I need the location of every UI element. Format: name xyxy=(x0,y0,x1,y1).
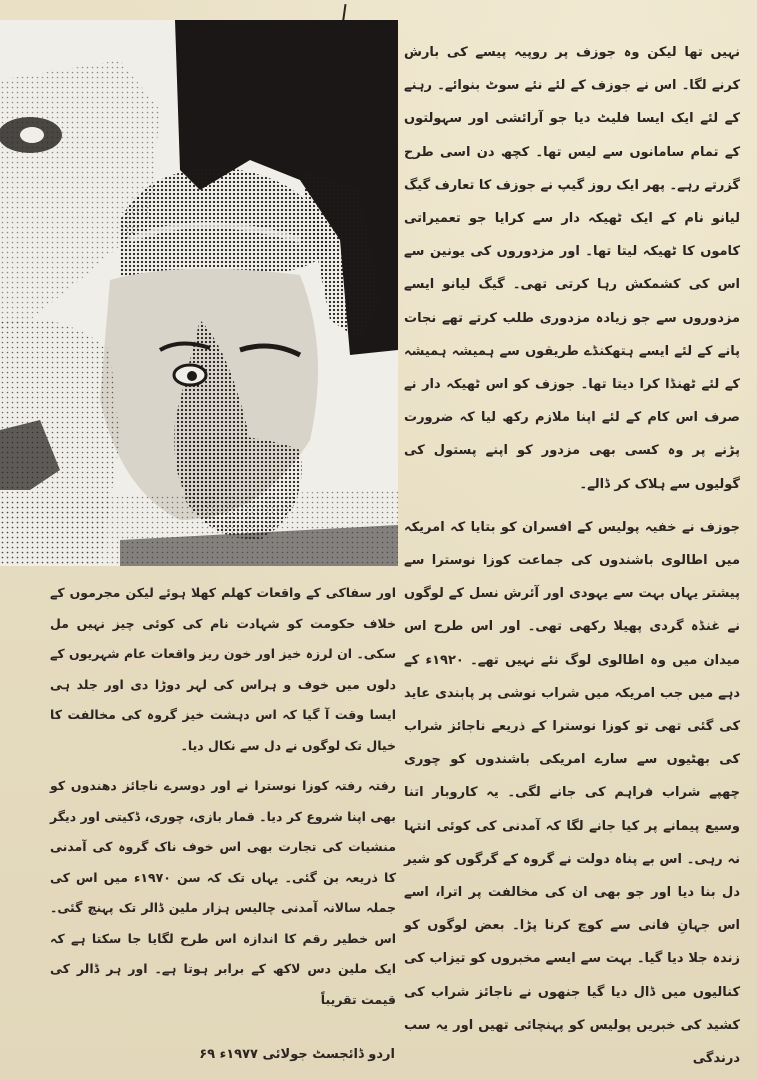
article-paragraph: اور سفاکی کے واقعات کھلم کھلا ہوئے لیکن مجرموں کے خلاف حکومت کو شہادت نام کی کوئی چیز نہیں مل سکی۔ ان لرزہ خیز اور خون ریز واقعات عام شہریوں کے دلوں میں خوف و ہراس کی لہر دوڑا دی اور جلد ہی ایسا وقت آ گیا کہ اس دہشت خیز گروہ کی مخالفت کا خیال تک لوگوں نے دل سے نکال دیا۔ xyxy=(50,585,396,753)
article-paragraph: رفتہ رفتہ کوزا نوسترا نے اور دوسرے ناجائز دھندوں کو بھی اپنا شروع کر دیا۔ قمار بازی، چوری، ڈکیتی اور دیگر منشیات کی تجارت بھی اس خوف ناک گروہ کی آمدنی کا ذریعہ بن گئی۔ یہاں تک کہ سن ۱۹۷۰ء میں اس کی جملہ سالانہ آمدنی چالیس ہزار ملین ڈالر تک پہنچ گئی۔ اس خطیر رقم کا اندازہ اس طرح لگایا جا سکتا ہے کہ ایک ملین دس لاکھ کے برابر ہوتا ہے۔ اور ہر ڈالر کی قیمت تقریباً xyxy=(50,778,396,1007)
photo-halftone-image xyxy=(0,20,398,566)
article-column-left xyxy=(50,578,396,1028)
article-paragraph: نہیں تھا لیکن وہ جوزف پر روپیہ پیسے کی بارش کرنے لگا۔ اس نے جوزف کے لئے نئے سوٹ بنوائے۔ رہنے کے لئے ایک ایسا فلیٹ دیا جو آرائشی اور سہولتوں کے تمام سامانوں سے لیس تھا۔ کچھ دن اسی طرح گزرتے رہے۔ پھر ایک روز گیپ نے جوزف کا تعارف گیگ لیانو نام کے ایک ٹھیکہ دار سے کرایا جو تعمیراتی کاموں کا ٹھیکہ لیتا تھا۔ اور مزدوروں کی یونین سے اس کی کشمکش رہا کرتی تھی۔ گیگ لیانو ایسے مزدوروں سے جو زیادہ مزدوری طلب کرتے تھے نجات پانے کے لئے ایسے ہتھکنڈے طریقوں سے ہمیشہ ہمیشہ کے لئے ٹھنڈا کرا دیتا تھا۔ جوزف کو اس ٹھیکہ دار نے صرف اس کام کے لئے اپنا ملازم رکھ لیا کہ ضرورت پڑنے پر وہ کسی بھی مزدور کو اپنے پستول کی گولیوں سے ہلاک کر ڈالے۔ xyxy=(403,45,740,492)
article-paragraph: جوزف نے خفیہ پولیس کے افسران کو بتایا کہ امریکہ میں اطالوی باشندوں کی جماعت کوزا نوسترا سے پیشتر یہاں بہت سے یہودی اور آئرش نسل کے لوگوں نے غنڈہ گردی پھیلا رکھی تھی۔ اور اس طرح اس میدان میں وہ اطالوی لوگ نئے نہیں تھے۔ ۱۹۲۰ء کے دہے میں جب امریکہ میں شراب نوشی پر پابندی عاید کی گئی تھی تو کوزا نوسترا کے ذریعے ناجائز شراب کی بھٹیوں سے سارے امریکی باشندوں کو چوری چھپے شراب فراہم کی جانے لگی۔ یہ کاروبار اتنا وسیع پیمانے پر کیا جانے لگا کہ آمدنی کی کوئی انتہا نہ رہی۔ اس بے پناہ دولت نے گروہ کے گرگوں کو شیر دل بنا دیا اور جو بھی ان کی مخالفت پر اترا، اسے اس جہانِ فانی سے کوچ کرنا پڑا۔ بعض لوگوں کو زندہ جلا دیا گیا۔ بہت سے ایسے مخبروں کو تیزاب کی کنالیوں میں ڈال دیا گیا جنھوں نے ناجائز شراب کی کشید کی خبریں پولیس کو پہنچائی تھیں اور یہ سب درندگی xyxy=(404,519,740,1067)
page-number: ۶۹ xyxy=(199,1047,216,1062)
article-column-right xyxy=(403,36,740,1067)
page-footer xyxy=(55,1040,395,1070)
magazine-issue: اردو ڈائجسٹ جولائی ۱۹۷۷ء xyxy=(219,1047,395,1062)
article-photo xyxy=(0,20,398,566)
